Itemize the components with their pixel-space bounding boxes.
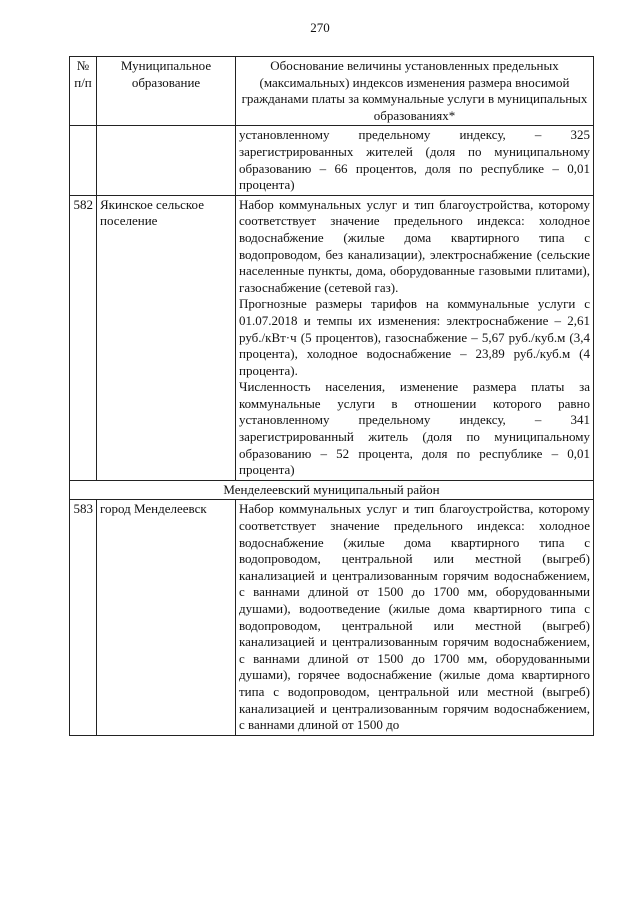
page-number: 270 [310, 20, 330, 35]
header-municipality: Муниципальное образование [97, 57, 236, 126]
justification-text: установленному предельному индексу, – 325 зарегистрированных жителей (доля по муниципальному образованию – 66 процентов, доля по республике – 0,01 процента) [239, 127, 590, 193]
cell-justification [236, 195, 594, 480]
header-num: № п/п [70, 57, 97, 126]
table-header-row [70, 57, 594, 126]
district-header-row [70, 480, 594, 500]
table-row-582 [70, 195, 594, 480]
justification-paragraph-1: Набор коммунальных услуг и тип благоустройства, которому соответствует значение предельного индекса: холодное водоснабжение (жилые дома квартирного типа с водопроводом, центральной или местной (выгреб) канализацией и централизованным горячим водоснабжением, с ваннами длиной от 1500 до 1700 мм, оборудованными душами), водоотведение (жилые дома квартирного типа с водопроводом, центральной или местной (выгреб) канализацией и централизованным горячим водоснабжением, с ваннами длиной от 1500 до 1700 мм, оборудованными душами), горячее водоснабжение (жилые дома квартирного типа с водопроводом, центральной или местной (выгреб) канализацией и централизованным горячим водоснабжением, с ваннами длиной от 1500 до [239, 501, 590, 733]
cell-municipality: Якинское сельское поселение [97, 195, 236, 480]
justification-paragraph-2: Прогнозные размеры тарифов на коммунальные услуги с 01.07.2018 и темпы их изменения: электроснабжение – 2,61 руб./кВт·ч (5 процентов), газоснабжение – 5,67 руб./куб.м (3,4 процента), холодное водоснабжение – 23,89 руб./куб.м (4 процента). [239, 296, 590, 378]
cell-justification-continued [236, 126, 594, 195]
header-justification: Обоснование величины установленных предельных (максимальных) индексов изменения размера вносимой гражданами платы за коммунальные услуги в муниципальных образованиях* [236, 57, 594, 126]
table-row-583 [70, 500, 594, 735]
cell-justification [236, 500, 594, 735]
cell-num: 583 [70, 500, 97, 735]
cell-num-empty [70, 126, 97, 195]
cell-municipality-empty [97, 126, 236, 195]
cell-municipality: город Менделеевск [97, 500, 236, 735]
justification-paragraph-1: Набор коммунальных услуг и тип благоустройства, которому соответствует значение предельного индекса: холодное водоснабжение (жилые дома квартирного типа с водопроводом, без канализации), электроснабжение (сельские населенные пункты, дома, оборудованные газовыми плитами), газоснабжение (сетевой газ). [239, 196, 590, 295]
table-row-continued [70, 126, 594, 195]
tariff-justification-table [69, 56, 594, 736]
cell-num: 582 [70, 195, 97, 480]
justification-paragraph-3: Численность населения, изменение размера платы за коммунальные услуги в отношении которого равно установленному предельному индексу, – 341 зарегистрированный житель (доля по муниципальному образованию – 52 процента, доля по республике – 0,01 процента) [239, 379, 590, 478]
district-name: Менделеевский муниципальный район [70, 480, 594, 500]
